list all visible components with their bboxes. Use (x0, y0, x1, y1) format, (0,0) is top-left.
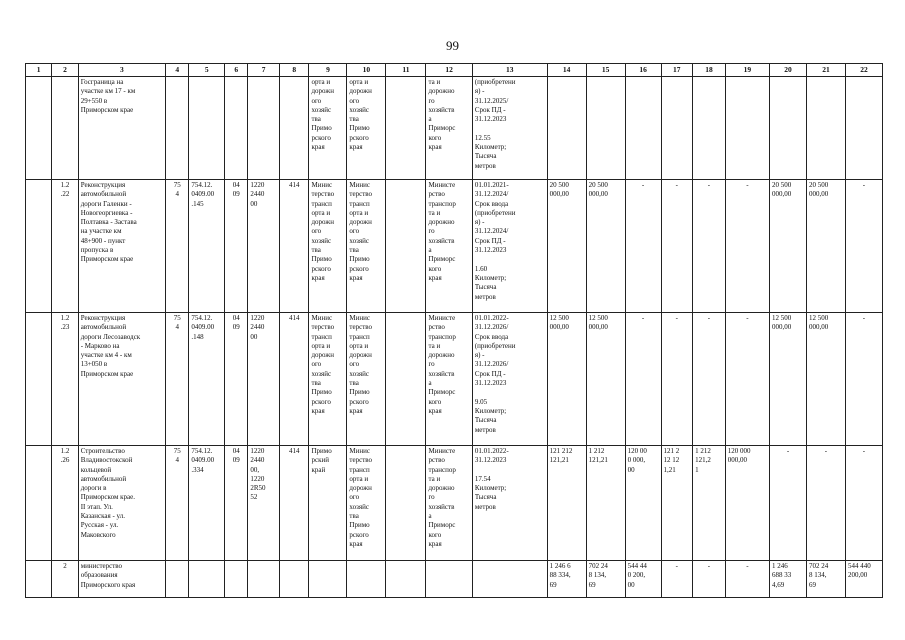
table-cell: 75 4 (166, 313, 189, 446)
table-row (26, 180, 883, 313)
column-header: 20 (770, 64, 807, 77)
column-header: 16 (625, 64, 661, 77)
table-cell: Минис терство трансп орта и дорожн ого хозяйс тва Примо рского края (347, 313, 386, 446)
column-header: 22 (845, 64, 882, 77)
table-cell: орта и дорожн ого хозяйс тва Примо рского края (347, 77, 386, 180)
table-cell: 04 09 (225, 180, 248, 313)
table-row (26, 561, 883, 598)
table-cell: - (625, 180, 661, 313)
table-row (26, 446, 883, 561)
table-cell: 120 00 0 000, 00 (625, 446, 661, 561)
table-cell: 1.2 .23 (52, 313, 78, 446)
table-cell (279, 561, 309, 598)
column-header: 14 (547, 64, 586, 77)
table-cell: 20 500 000,00 (770, 180, 807, 313)
table-cell (806, 77, 845, 180)
table-cell: - (693, 180, 726, 313)
table-cell: Минис терство трансп орта и дорожн ого хозяйс тва Примо рского края (309, 180, 347, 313)
table-cell: - (845, 446, 882, 561)
table-cell: 1220 2440 00 (248, 313, 280, 446)
table-cell: - (806, 446, 845, 561)
table-cell: 1 212 121,2 1 (693, 446, 726, 561)
table-cell: - (625, 313, 661, 446)
table-cell: 754.12. 0409.00 .145 (189, 180, 225, 313)
column-header: 12 (426, 64, 472, 77)
column-header: 5 (189, 64, 225, 77)
column-header: 6 (225, 64, 248, 77)
table-cell (166, 561, 189, 598)
column-header: 9 (309, 64, 347, 77)
table-cell: 1.2 .22 (52, 180, 78, 313)
table-cell (26, 180, 52, 313)
table-cell (693, 77, 726, 180)
table-cell: 544 44 0 200, 00 (625, 561, 661, 598)
column-header: 18 (693, 64, 726, 77)
table-cell: - (693, 561, 726, 598)
table-cell: орта и дорожн ого хозяйс тва Примо рского края (309, 77, 347, 180)
table-cell: Реконструкция автомобильной дороги Лесозаводск - Марково на участке км 4 - км 13+050 в Приморском крае (78, 313, 165, 446)
table-cell (386, 313, 426, 446)
table-cell: та и дорожно го хозяйств а Приморс кого края (426, 77, 472, 180)
table-cell: 01.01.2022- 31.12.2026/ Срок ввода (приобретени я) - 31.12.2026/ Срок ПД - 31.12.2023 9.05 Километр; Тысяча метров (472, 313, 547, 446)
table-cell: Минис терство трансп орта и дорожн ого хозяйс тва Примо рского края (347, 180, 386, 313)
table-cell: - (693, 313, 726, 446)
column-header: 17 (661, 64, 693, 77)
table-cell: Министе рство транспор та и дорожно го хозяйств а Приморс кого края (426, 313, 472, 446)
table-cell: 75 4 (166, 446, 189, 561)
column-header: 7 (248, 64, 280, 77)
table-cell: 414 (279, 446, 309, 561)
table-cell (770, 77, 807, 180)
column-header: 8 (279, 64, 309, 77)
table-cell: 702 24 8 134, 69 (586, 561, 625, 598)
table-cell: Минис терство трансп орта и дорожн ого хозяйс тва Примо рского края (309, 313, 347, 446)
table-cell (547, 77, 586, 180)
table-cell: 20 500 000,00 (806, 180, 845, 313)
table-cell: 12 500 000,00 (547, 313, 586, 446)
table-cell (472, 561, 547, 598)
table-cell: 1220 2440 00 (248, 180, 280, 313)
table-cell: Реконструкция автомобильной дороги Галенки - Новогеоргиевка - Полтавка - Застава на участке км 48+900 - пункт пропуска в Приморском крае (78, 180, 165, 313)
table-cell: 120 000 000,00 (725, 446, 769, 561)
column-header: 1 (26, 64, 52, 77)
column-header: 15 (586, 64, 625, 77)
table-cell: 1.2 .26 (52, 446, 78, 561)
table-cell (386, 561, 426, 598)
table-cell: 414 (279, 313, 309, 446)
table-cell (625, 77, 661, 180)
column-header: 13 (472, 64, 547, 77)
column-header: 21 (806, 64, 845, 77)
table-cell: 01.01.2021- 31.12.2024/ Срок ввода (приобретени я) - 31.12.2024/ Срок ПД - 31.12.2023 1.60 Километр; Тысяча метров (472, 180, 547, 313)
column-header: 3 (78, 64, 165, 77)
table-row (26, 313, 883, 446)
table-cell: министерство образования Приморского края (78, 561, 165, 598)
table-cell: Госграница на участке км 17 - км 29+550 в Приморском крае (78, 77, 165, 180)
table-cell: - (770, 446, 807, 561)
table-cell: 754.12. 0409.00 .334 (189, 446, 225, 561)
table-cell: - (845, 180, 882, 313)
table-cell (725, 77, 769, 180)
table-cell (26, 561, 52, 598)
table-cell: 121 2 12 12 1,21 (661, 446, 693, 561)
table-cell: - (725, 313, 769, 446)
table-cell (225, 77, 248, 180)
column-header: 19 (725, 64, 769, 77)
table-cell: 121 212 121,21 (547, 446, 586, 561)
table-cell (26, 446, 52, 561)
table-cell (586, 77, 625, 180)
table-cell (426, 561, 472, 598)
table-cell: - (725, 180, 769, 313)
table-cell (845, 77, 882, 180)
table-cell: 12 500 000,00 (770, 313, 807, 446)
table-cell: 2 (52, 561, 78, 598)
table-cell (248, 77, 280, 180)
table-cell: 1220 2440 00, 1220 2R50 52 (248, 446, 280, 561)
table-cell: 544 440 200,00 (845, 561, 882, 598)
column-header: 4 (166, 64, 189, 77)
table-cell: Примо рский край (309, 446, 347, 561)
table-cell: 12 500 000,00 (586, 313, 625, 446)
table-cell: 702 24 8 134, 69 (806, 561, 845, 598)
table-cell: 20 500 000,00 (586, 180, 625, 313)
column-header: 2 (52, 64, 78, 77)
table-cell: 1 212 121,21 (586, 446, 625, 561)
table-cell (52, 77, 78, 180)
table-cell: - (725, 561, 769, 598)
table-cell (386, 77, 426, 180)
table-cell: - (845, 313, 882, 446)
table-cell (386, 446, 426, 561)
table-cell: Министе рство транспор та и дорожно го хозяйств а Приморс кого края (426, 446, 472, 561)
table-row (26, 77, 883, 180)
table-cell: 01.01.2022- 31.12.2023 17.54 Километр; Тысяча метров (472, 446, 547, 561)
table-cell (309, 561, 347, 598)
table-cell: Строительство Владивостокской кольцевой автомобильной дороги в Приморском крае. II этап. Ул. Казанская - ул. Русская - ул. Маковского (78, 446, 165, 561)
budget-table (25, 63, 883, 598)
table-cell: Министе рство транспор та и дорожно го хозяйств а Приморс кого края (426, 180, 472, 313)
table-cell: (приобретени я) - 31.12.2025/ Срок ПД - 31.12.2023 12.55 Километр; Тысяча метров (472, 77, 547, 180)
table-cell: Минис терство трансп орта и дорожн ого хозяйс тва Примо рского края (347, 446, 386, 561)
table-cell: - (661, 561, 693, 598)
table-cell: 1 246 6 88 334, 69 (547, 561, 586, 598)
table-cell (166, 77, 189, 180)
header-row (26, 64, 883, 77)
table-cell: 20 500 000,00 (547, 180, 586, 313)
table-cell (347, 561, 386, 598)
page-number: 99 (446, 38, 459, 53)
table-cell (248, 561, 280, 598)
table-cell: 1 246 688 33 4,69 (770, 561, 807, 598)
table-cell (26, 77, 52, 180)
table-cell (661, 77, 693, 180)
table-cell (225, 561, 248, 598)
table-cell: - (661, 313, 693, 446)
table-cell (189, 561, 225, 598)
table-cell: 414 (279, 180, 309, 313)
table-cell (279, 77, 309, 180)
table-cell: 754.12. 0409.00 .148 (189, 313, 225, 446)
table-cell (386, 180, 426, 313)
table-cell: 04 09 (225, 446, 248, 561)
table-cell (26, 313, 52, 446)
column-header: 11 (386, 64, 426, 77)
column-header: 10 (347, 64, 386, 77)
table-cell: - (661, 180, 693, 313)
table-cell: 04 09 (225, 313, 248, 446)
table-cell: 12 500 000,00 (806, 313, 845, 446)
table-cell: 75 4 (166, 180, 189, 313)
table-cell (189, 77, 225, 180)
